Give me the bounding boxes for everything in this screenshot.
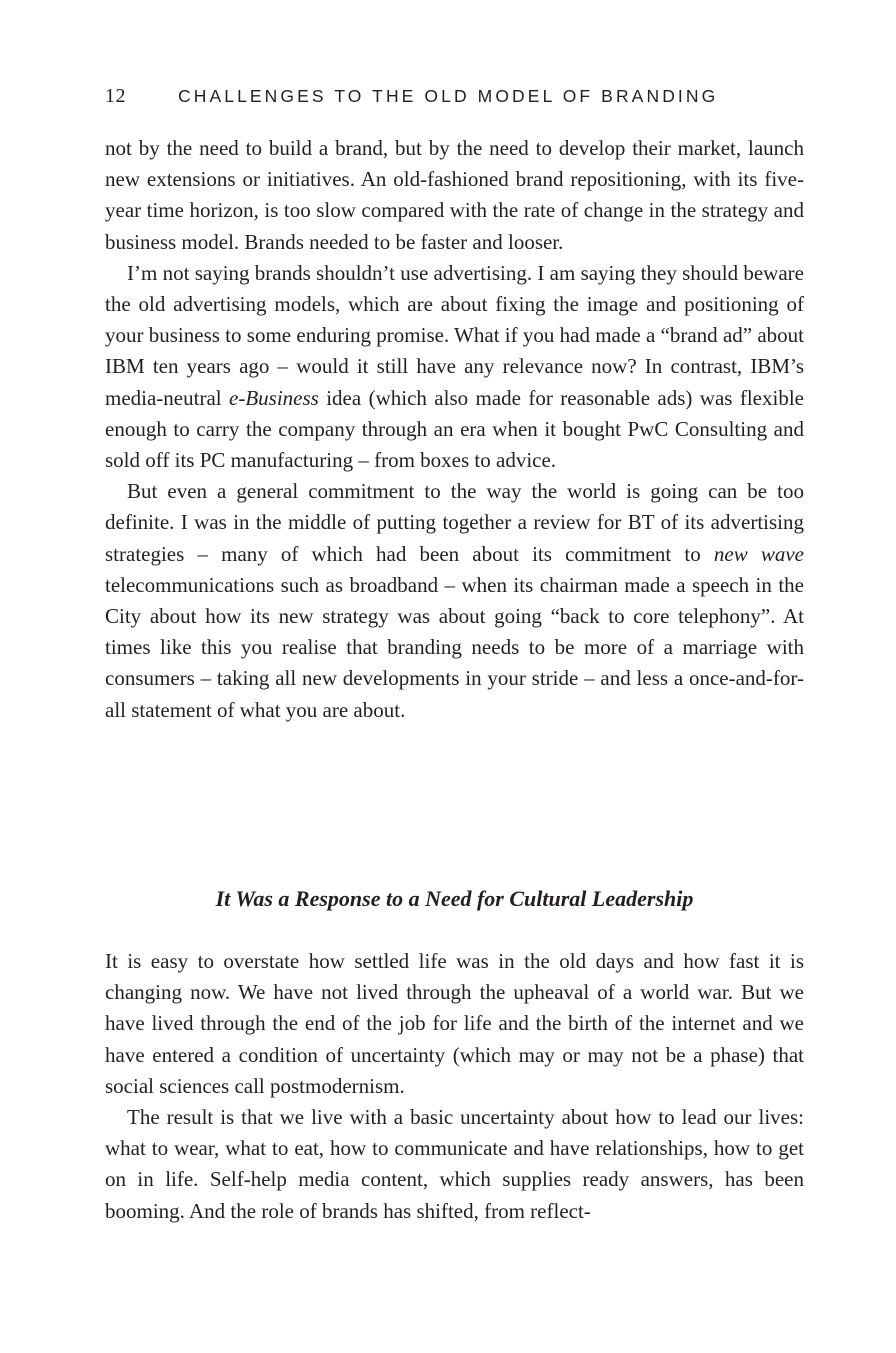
paragraph-text: I’m not saying brands shouldn’t use advertising. I am saying they should beware the old advertising models, which are about fixing the image and positioning of your business to some enduring promise. What if you had made a “brand ad” about IBM ten years ago – would it still have any relevance now? In contrast, IBM’s media-neutral — [105, 260, 804, 410]
paragraph-bt-review — [105, 476, 804, 726]
emphasis-ebusiness: e-Business — [229, 385, 319, 410]
paragraph-text: telecommunications such as broadband – when its chairman made a speech in the City about how its new strategy was about going “back to core telephony”. At times like this you realise that branding needs to be more of a marriage with consumers – taking all new developments in your stride – and less a once-and-for-all statement of what you are about. — [105, 572, 804, 722]
section-heading: It Was a Response to a Need for Cultural Leadership — [215, 886, 694, 911]
paragraph-postmodernism: It is easy to overstate how settled life was in the old days and how fast it is changing now. We have not lived through the upheaval of a world war. But we have lived through the end of the job for life and the birth of the internet and we have entered a condition of uncertainty (which may or may not be a phase) that social sciences call postmodernism. — [105, 949, 804, 1098]
running-title: CHALLENGES TO THE OLD MODEL OF BRANDING — [178, 86, 719, 106]
running-head — [105, 82, 804, 110]
page-number: 12 — [105, 85, 126, 107]
body-text-section — [105, 946, 804, 1227]
paragraph-advertising — [105, 258, 804, 476]
paragraph-text: not by the need to build a brand, but by the need to develop their market, launch new extensions or initiatives. An old-fashioned brand repositioning, with its five-year time horizon, is too slow compared with the rate of change in the strategy and business model. Brands needed to be faster and looser. — [105, 136, 804, 254]
paragraph-continuation — [105, 133, 804, 258]
body-text-top — [105, 133, 804, 726]
paragraph-uncertainty: The result is that we live with a basic uncertainty about how to lead our lives: what to wear, what to eat, how to communicate and have relationships, how to get on in life. Self-help media content, which supplies ready answers, has been booming. And the role of brands has shifted, from reflect- — [105, 1105, 804, 1223]
emphasis-new-wave: new wave — [713, 541, 805, 566]
paragraph-text: But even a general commitment to the way the world is going can be too definite. I was in the middle of putting together a review for BT of its advertising strategies – many of which had been about its commitment to — [105, 479, 804, 566]
paragraph-text: idea (which also made for reasonable ads) was flexible enough to carry the company through an era when it bought PwC Consulting and sold off its PC manufacturing – from boxes to advice. — [105, 385, 804, 473]
